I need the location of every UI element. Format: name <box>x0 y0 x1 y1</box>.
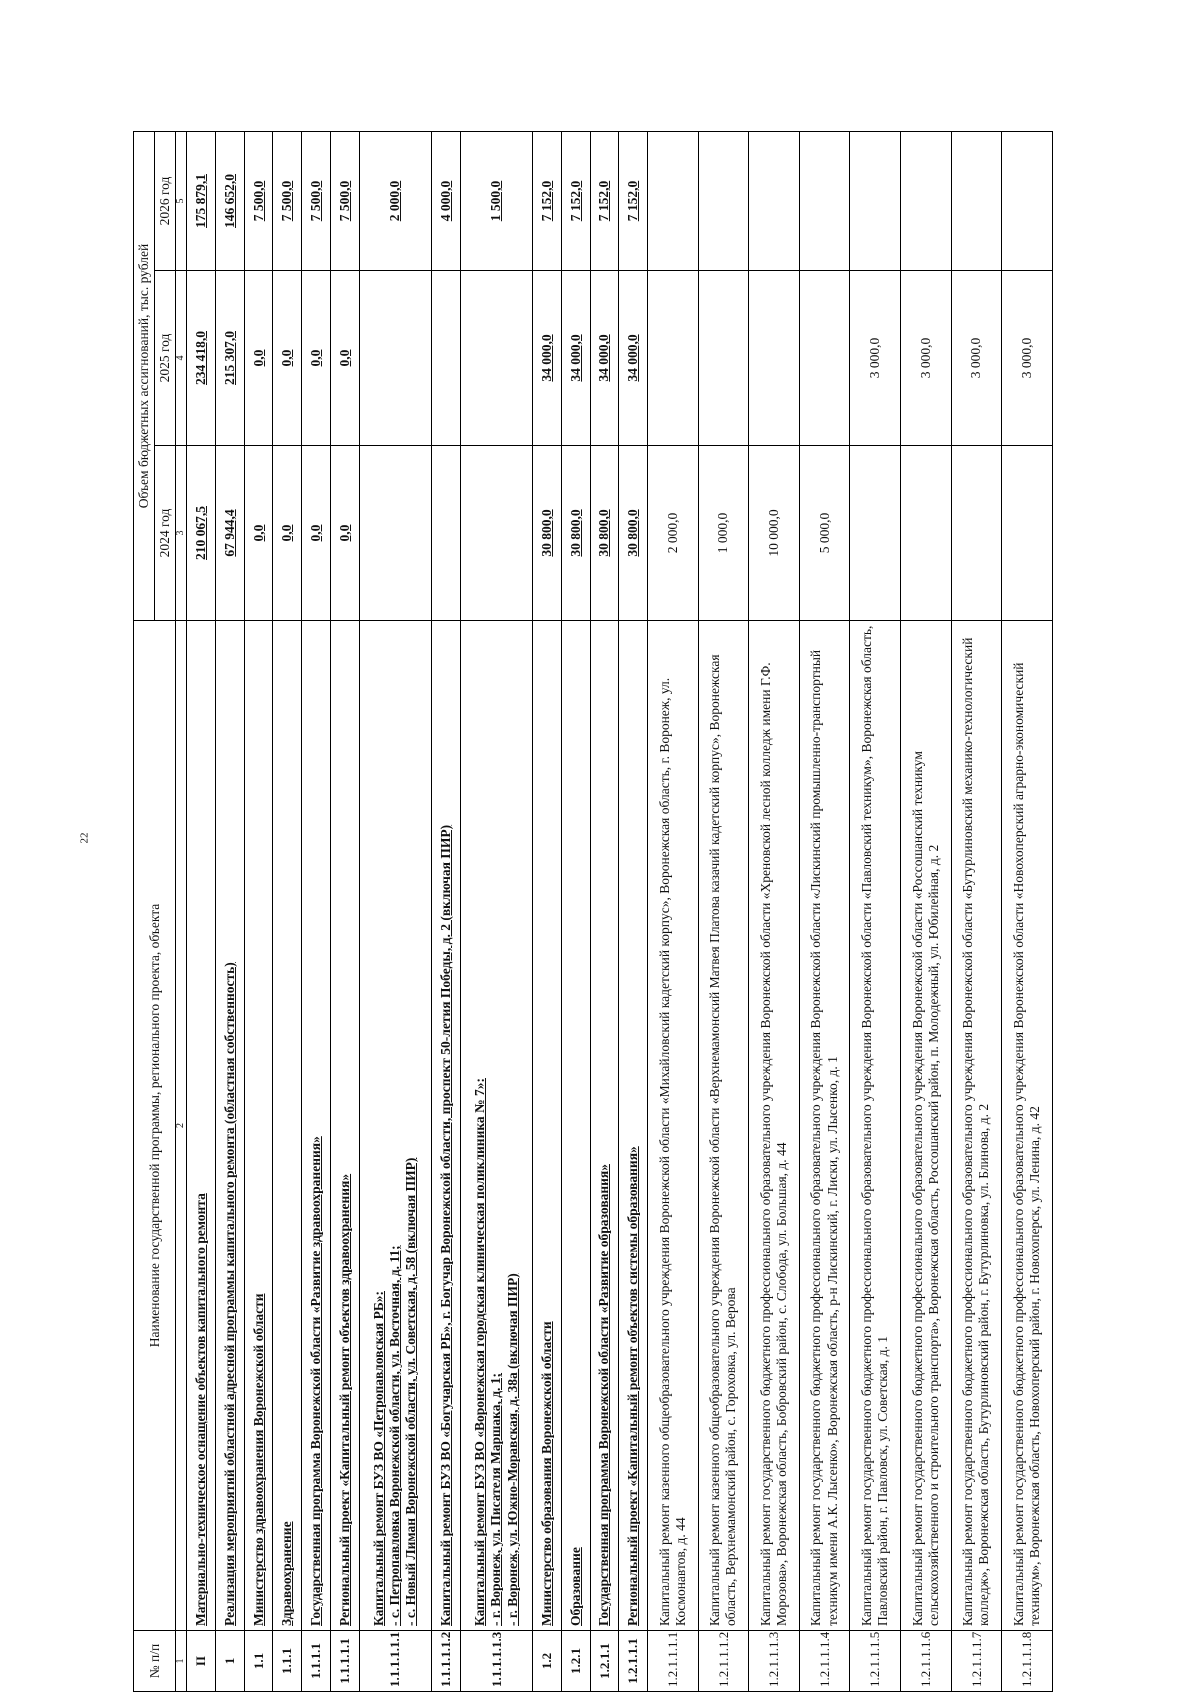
header-no: № п/п <box>134 1631 176 1692</box>
row-number: 1.2.1.1.1.4 <box>799 1631 850 1692</box>
row-name <box>799 621 850 1631</box>
row-name-line: Капитальный ремонт казенного общеобразовательного учреждения Воронежской области «Верхнемамонский Матвея Платова казачий кадетский корпус», Воронежская область, Верхнемамонский район, с. Гороховка, ул. Верова <box>707 654 739 1626</box>
value-2024: 30 800,0 <box>561 446 590 621</box>
row-number: 1.2.1.1.1.2 <box>698 1631 749 1692</box>
row-name-line: Министерство здравоохранения Воронежской области <box>250 1293 266 1626</box>
row-number: 1.2.1.1.1.8 <box>1002 1631 1053 1692</box>
row-name <box>1002 621 1053 1631</box>
table-row <box>432 131 461 1691</box>
value-2025: 215 307,0 <box>216 271 245 446</box>
budget-table <box>133 131 1053 1692</box>
row-name-line: - с. Петропавловка Воронежской области, ул. Восточная, д. 11; <box>387 1245 403 1626</box>
value-2024: 30 800,0 <box>590 446 619 621</box>
row-number: 1.1.1.1.1.3 <box>460 1631 533 1692</box>
value-2025: 3 000,0 <box>951 271 1002 446</box>
value-2025: 234 418,0 <box>187 271 216 446</box>
row-number: 1.2.1 <box>561 1631 590 1692</box>
value-2024: 0,0 <box>244 446 273 621</box>
table-row <box>1002 131 1053 1691</box>
value-2025 <box>648 271 699 446</box>
row-number: 1.1.1.1 <box>302 1631 331 1692</box>
row-name <box>850 621 901 1631</box>
value-2025: 34 000,0 <box>619 271 648 446</box>
row-number: 1.2.1.1.1 <box>619 1631 648 1692</box>
table-row <box>799 131 850 1691</box>
column-number: 1 <box>176 1631 187 1692</box>
row-name-line: Капитальный ремонт государственного бюджетного профессионального образовательного учреждения Воронежской области «Новохоперский аграрно-экономический техникум», Воронежская область, Новохоперский район, г. Новохоперск, ул. Ленина, д. 42 <box>1010 662 1043 1626</box>
value-2026: 7 152,0 <box>533 131 562 270</box>
row-name-line: Капитальный ремонт казенного общеобразовательного учреждения Воронежской области «Михайловский кадетский корпус», Воронежская область, г. Воронеж, ул. Космонавтов, д. 44 <box>656 677 688 1626</box>
row-name-line: Капитальный ремонт БУЗ ВО «Петропавловская РБ»: <box>370 1291 386 1626</box>
row-number: 1.2.1.1.1.7 <box>951 1631 1002 1692</box>
row-name <box>901 621 952 1631</box>
row-name-line: - г. Воронеж, ул. Писателя Маршака, д. 1; <box>488 1372 504 1626</box>
value-2024 <box>901 446 952 621</box>
row-name <box>273 621 302 1631</box>
row-name-line: Региональный проект «Капитальный ремонт объектов здравоохранения» <box>336 1173 352 1626</box>
value-2025 <box>460 271 533 446</box>
row-name-line: Государственная программа Воронежской области «Развитие образования» <box>596 1164 612 1626</box>
row-name-line: Реализация мероприятий областной адресной программы капитального ремонта (областная собственность) <box>221 962 237 1626</box>
row-name-line: Капитальный ремонт БУЗ ВО «Богучарская РБ», г. Богучар Воронежской области, проспект 50-летия Победы, д. 2 (включая ПИР) <box>437 824 453 1626</box>
value-2025: 3 000,0 <box>1002 271 1053 446</box>
row-name <box>244 621 273 1631</box>
value-2025 <box>799 271 850 446</box>
row-number: 1 <box>216 1631 245 1692</box>
column-number: 2 <box>176 621 187 1631</box>
header-name: Наименование государственной программы, регионального проекта, объекта <box>134 621 176 1631</box>
table-body <box>187 131 1053 1691</box>
row-name <box>619 621 648 1631</box>
row-name <box>590 621 619 1631</box>
value-2025: 3 000,0 <box>901 271 952 446</box>
value-2026: 1 500,0 <box>460 131 533 270</box>
row-name <box>216 621 245 1631</box>
value-2024 <box>951 446 1002 621</box>
table-row <box>951 131 1002 1691</box>
value-2026 <box>1002 131 1053 270</box>
value-2024: 0,0 <box>273 446 302 621</box>
row-number: 1.2.1.1.1.5 <box>850 1631 901 1692</box>
table-row <box>359 131 432 1691</box>
row-name <box>561 621 590 1631</box>
value-2024 <box>850 446 901 621</box>
value-2026: 7 500,0 <box>330 131 359 270</box>
row-number: 1.2.1.1.1.6 <box>901 1631 952 1692</box>
column-number-row <box>176 131 187 1691</box>
row-name-line: Здравоохранение <box>279 1521 295 1626</box>
table-row <box>216 131 245 1691</box>
column-number: 5 <box>176 131 187 270</box>
row-number: II <box>187 1631 216 1692</box>
row-name-line: - г. Воронеж, ул. Южно-Моравская, д. 38а (включая ПИР) <box>504 1273 520 1626</box>
value-2025: 0,0 <box>273 271 302 446</box>
value-2024: 30 800,0 <box>619 446 648 621</box>
value-2024 <box>1002 446 1053 621</box>
row-number: 1.2.1.1.1.3 <box>749 1631 800 1692</box>
row-number: 1.1.1 <box>273 1631 302 1692</box>
row-name-line: Образование <box>567 1547 583 1626</box>
value-2026: 7 152,0 <box>561 131 590 270</box>
row-name-line: Капитальный ремонт государственного бюджетного профессионального образовательного учреждения Воронежской области «Хреновской лесной колледж имени Г.Ф. Морозова», Воронежская область, Бобровский район, с. Слобода, ул. Большая, д. 44 <box>757 662 790 1626</box>
row-name-line: Материально-техническое оснащение объектов капитального ремонта <box>193 1193 209 1626</box>
table-row <box>302 131 331 1691</box>
value-2025: 0,0 <box>330 271 359 446</box>
table-row <box>850 131 901 1691</box>
row-name <box>951 621 1002 1631</box>
row-name-line: Государственная программа Воронежской области «Развитие здравоохранения» <box>307 1136 323 1626</box>
table-row <box>330 131 359 1691</box>
value-2024 <box>460 446 533 621</box>
value-2026: 7 500,0 <box>273 131 302 270</box>
row-name <box>533 621 562 1631</box>
table-row <box>561 131 590 1691</box>
row-name <box>432 621 461 1631</box>
row-name-line: Капитальный ремонт государственного бюджетного профессионального образовательного учреждения Воронежской области «Лискинский промышленно-транспортный техникум имени А.К. Лысенко», Воронежская область, р-н Лискинский, г. Лиски, ул. Лысенко, д. 1 <box>808 649 840 1626</box>
value-2026: 7 152,0 <box>590 131 619 270</box>
page-number: 22 <box>78 832 91 844</box>
column-number: 4 <box>176 271 187 446</box>
value-2026 <box>749 131 800 270</box>
table-row <box>749 131 800 1691</box>
table-row <box>460 131 533 1691</box>
row-name <box>302 621 331 1631</box>
value-2025 <box>432 271 461 446</box>
row-name <box>648 621 699 1631</box>
value-2024: 30 800,0 <box>533 446 562 621</box>
table-row <box>533 131 562 1691</box>
row-name-line: Капитальный ремонт государственного бюджетного профессионального образовательного учреждения Воронежской области «Павловский техникум», Воронежская область, Павловский район, г. Павловск, ул. Советская, д. 1 <box>859 625 891 1626</box>
value-2026: 175 879,1 <box>187 131 216 270</box>
value-2025: 34 000,0 <box>561 271 590 446</box>
row-name-line: Министерство образования Воронежской области <box>539 1321 554 1626</box>
value-2024: 1 000,0 <box>698 446 749 621</box>
header-volume: Объем бюджетных ассигнований, тыс. рублей <box>134 131 155 620</box>
value-2024 <box>432 446 461 621</box>
row-name-line: Региональный проект «Капитальный ремонт объектов системы образования» <box>625 1146 641 1626</box>
value-2025: 3 000,0 <box>850 271 901 446</box>
value-2024: 0,0 <box>330 446 359 621</box>
header-row-1 <box>134 131 155 1691</box>
value-2024: 10 000,0 <box>749 446 800 621</box>
row-number: 1.1.1.1.1.2 <box>432 1631 461 1692</box>
value-2025: 34 000,0 <box>533 271 562 446</box>
value-2026 <box>698 131 749 270</box>
header-year-2025: 2025 год <box>155 271 176 446</box>
value-2024 <box>359 446 432 621</box>
row-name <box>698 621 749 1631</box>
value-2025 <box>359 271 432 446</box>
row-number: 1.2 <box>533 1631 562 1692</box>
value-2026: 7 152,0 <box>619 131 648 270</box>
table-row <box>273 131 302 1691</box>
value-2026: 7 500,0 <box>302 131 331 270</box>
row-name <box>749 621 800 1631</box>
table-row <box>244 131 273 1691</box>
value-2025 <box>698 271 749 446</box>
value-2025: 34 000,0 <box>590 271 619 446</box>
row-name-line: Капитальный ремонт государственного бюджетного профессионального образовательного учреждения Воронежской области «Россошанский техникум сельскохозяйственного и строительного транспорта», Воронежская область, Россошанский район, п. Молодежный, ул. Юбилейная, д. 2 <box>909 751 941 1626</box>
value-2024: 67 944,4 <box>216 446 245 621</box>
row-number: 1.1.1.1.1.1 <box>359 1631 432 1692</box>
value-2026 <box>850 131 901 270</box>
value-2026 <box>799 131 850 270</box>
row-number: 1.2.1.1.1.1 <box>648 1631 699 1692</box>
rotated-table-container <box>133 132 1053 1692</box>
value-2026: 4 000,0 <box>432 131 461 270</box>
table-row <box>648 131 699 1691</box>
value-2024: 2 000,0 <box>648 446 699 621</box>
table-row <box>619 131 648 1691</box>
table-row <box>187 131 216 1691</box>
row-name-line: - с. Новый Лиман Воронежской области, ул. Советская, д. 58 (включая ПИР) <box>403 1157 419 1626</box>
value-2024: 5 000,0 <box>799 446 850 621</box>
header-year-2026: 2026 год <box>155 131 176 270</box>
table-row <box>698 131 749 1691</box>
value-2024: 210 067,5 <box>187 446 216 621</box>
row-name-line: Капитальный ремонт государственного бюджетного профессионального образовательного учреждения Воронежской области «Бутурлиновский механико-технологический колледж», Воронежская область, Бутурлиновский район, г. Бутурлиновка, ул. Блинова, д. 2 <box>960 637 992 1626</box>
column-number: 3 <box>176 446 187 621</box>
value-2026: 2 000,0 <box>359 131 432 270</box>
value-2025 <box>749 271 800 446</box>
value-2026: 146 652,0 <box>216 131 245 270</box>
value-2026 <box>901 131 952 270</box>
row-name <box>330 621 359 1631</box>
value-2026: 7 500,0 <box>244 131 273 270</box>
row-name <box>359 621 432 1631</box>
value-2026 <box>951 131 1002 270</box>
row-number: 1.1.1.1.1 <box>330 1631 359 1692</box>
row-name-line: Капитальный ремонт БУЗ ВО «Воронежская городская клиническая поликлиника № 7»: <box>472 1078 488 1626</box>
row-name <box>460 621 533 1631</box>
row-name <box>187 621 216 1631</box>
row-number: 1.1 <box>244 1631 273 1692</box>
table-row <box>590 131 619 1691</box>
value-2025: 0,0 <box>302 271 331 446</box>
value-2026 <box>648 131 699 270</box>
row-number: 1.2.1.1 <box>590 1631 619 1692</box>
table-row <box>901 131 952 1691</box>
header-year-2024: 2024 год <box>155 446 176 621</box>
value-2024: 0,0 <box>302 446 331 621</box>
value-2025: 0,0 <box>244 271 273 446</box>
